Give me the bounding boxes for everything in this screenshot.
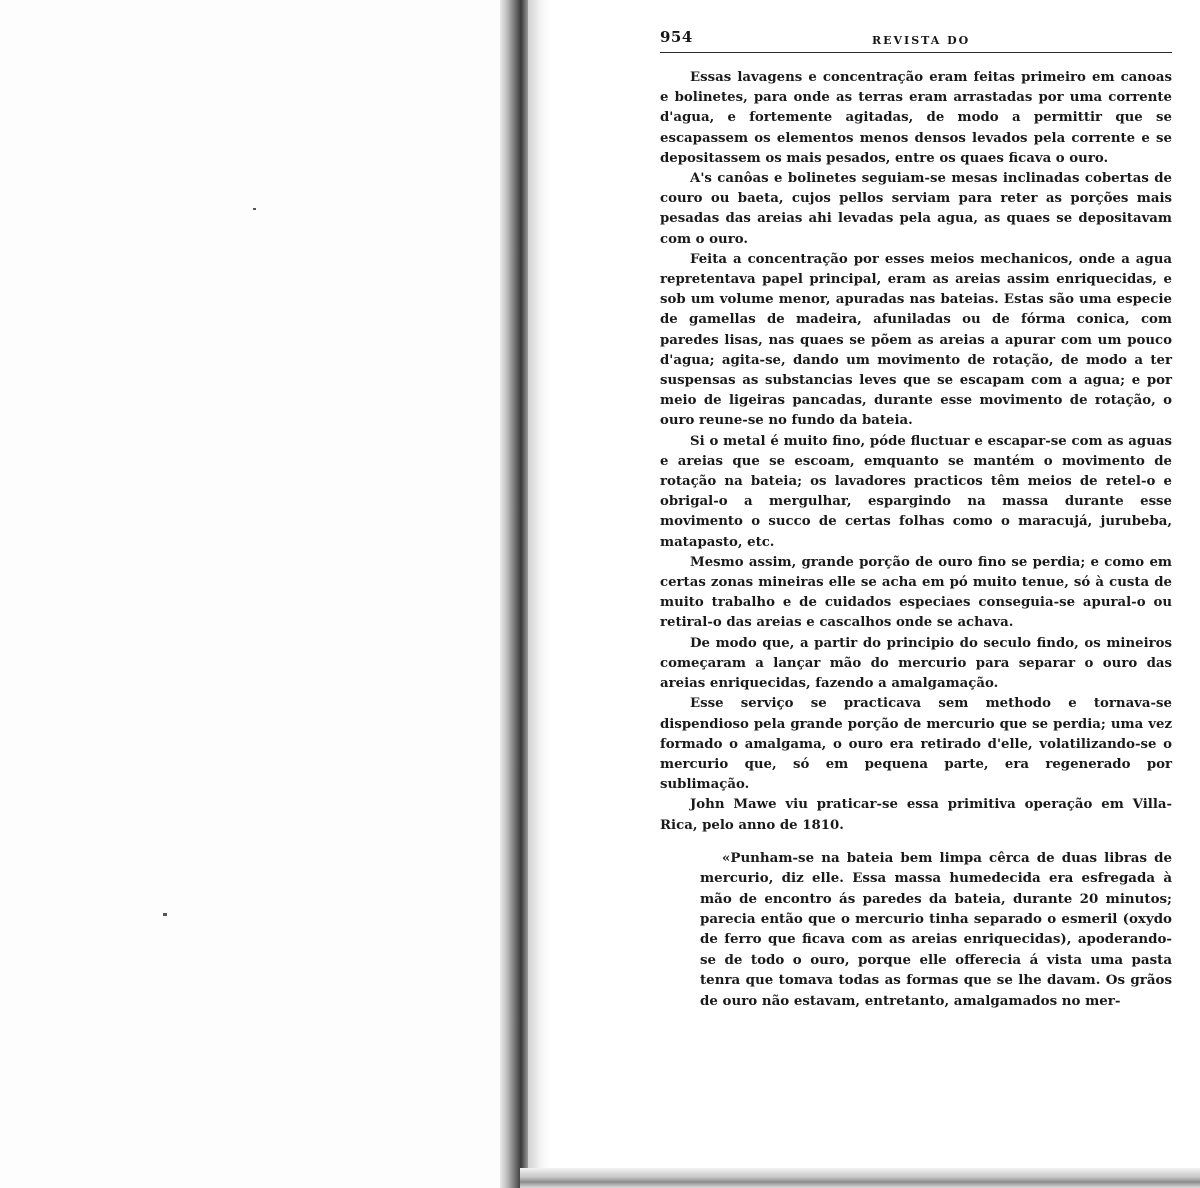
page-bottom-edge [520, 1168, 1200, 1188]
left-page-blank [0, 0, 520, 1188]
paragraph: Feita a concentração por esses meios mechanicos, onde a agua repretentava papel principal, eram as areias assim enriquecidas, e sob um volume menor, apuradas nas bateias. Estas são uma especie de gamellas de madeira, afuniladas ou de fórma conica, com paredes lisas, nas quaes se põem as areias a apurar com um pouco d'agua; agita-se, dando um movimento de rotação, de modo a ter suspensas as substancias leves que se escapam com a agua; e por meio de ligeiras pancadas, durante esse movimento de rotação, o ouro reune-se no fundo da bateia. [660, 251, 1172, 429]
paragraph: Mesmo assim, grande porção de ouro fino se perdia; e como em certas zonas mineiras elle se acha em pó muito tenue, só à custa de muito trabalho e de cuidados especiaes conseguia-se apural-o ou retiral-o das areias e cascalhos onde se achava. [660, 554, 1172, 631]
paragraph: Si o metal é muito fino, póde fluctuar e escapar-se com as aguas e areias que se escoam, emquanto se mantém o movimento de rotação na bateia; os lavadores practicos têm meios de retel-o e obrigal-o a mergulhar, espargindo na massa durante esse movimento o succo de certas folhas como o maracujá, jurubeba, matapasto, etc. [660, 433, 1172, 550]
running-title: REVISTA DO [872, 34, 971, 47]
paragraph: Esse serviço se practicava sem methodo e tornava-se dispendioso pela grande porção de mercurio que se perdia; uma vez formado o amalgama, o ouro era retirado d'elle, volatilizando-se o mercurio que, só em pequena parte, era regenerado por sublimação. [660, 696, 1172, 793]
paragraph: John Mawe viu praticar-se essa primitiva operação em Villa-Rica, pelo anno de 1810. [660, 797, 1172, 833]
paragraph: Essas lavagens e concentração eram feitas primeiro em canoas e bolinetes, para onde as terras eram arrastadas por uma corrente d'agua, e fortemente agitadas, de modo a permittir que se escapassem os elementos menos densos levados pela corrente e se depositassem os mais pesados, entre os quaes ficava o ouro. [660, 70, 1172, 166]
header-rule [660, 52, 1172, 53]
paragraph: A's canôas e bolinetes seguiam-se mesas inclinadas cobertas de couro ou baeta, cujos pellos serviam para reter as porções mais pesadas das areias ahi levadas pela agua, as quaes se depositavam com o ouro. [660, 171, 1172, 247]
ink-speck [253, 208, 256, 210]
paragraph: De modo que, a partir do principio do seculo findo, os mineiros começaram a lançar mão do mercurio para separar o ouro das areias enriquecidas, fazendo a amalgamação. [660, 635, 1172, 692]
right-page [550, 0, 1190, 1160]
book-spine-gutter [500, 0, 528, 1188]
block-quote: «Punham-se na bateia bem limpa cêrca de duas libras de mercurio, diz elle. Essa massa humedecida era esfregada à mão de encontro ás paredes da bateia, durante 20 minutos; parecia então que o mercurio tinha separado o esmeril (oxydo de ferro que ficava com as areias enriquecidas), apoderando-se de todo o ouro, porque elle offerecia á vista uma pasta tenra que tomava todas as formas que se lhe davam. Os grãos de ouro não estavam, entretanto, amalgamados no mer- [700, 849, 1172, 1009]
ink-speck [163, 913, 167, 916]
page-number: 954 [660, 28, 693, 46]
body-text [660, 68, 1172, 1011]
page-fold-shadow [528, 0, 550, 1188]
